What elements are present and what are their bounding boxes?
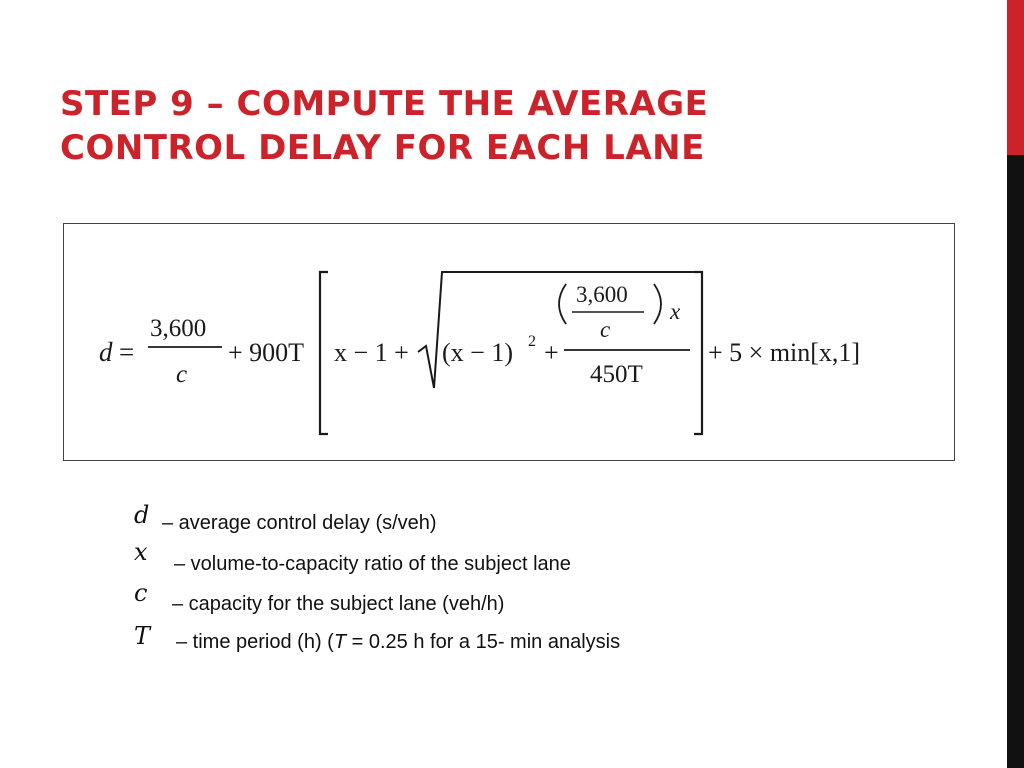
slide-title: [60, 82, 980, 170]
accent-bar-dark: [1007, 155, 1024, 768]
formula-denominator-c: c: [176, 361, 188, 388]
formula-tail: + 5 × min[x,1]: [708, 338, 861, 367]
formula-inner-c: c: [600, 317, 611, 342]
inner-paren-left: [559, 284, 566, 324]
definition-symbol: d: [134, 501, 150, 529]
definition-symbol: x: [134, 538, 148, 566]
definition-text-post: = 0.25 h for a 15- min analysis: [346, 631, 621, 653]
definition-text: – capacity for the subject lane (veh/h): [172, 593, 505, 615]
right-bracket: [694, 272, 702, 434]
definition-symbol: c: [134, 579, 148, 607]
accent-bar-red: [1007, 0, 1024, 155]
formula-450T: 450T: [590, 361, 643, 388]
inner-paren-right: [654, 284, 661, 324]
formula-d: d: [99, 337, 113, 367]
formula-900T: + 900T: [228, 338, 305, 367]
formula-exponent-2: 2: [528, 333, 536, 350]
definition-text: – volume-to-capacity ratio of the subject lane: [174, 553, 571, 575]
formula-x-minus-1-squared: (x − 1): [442, 338, 513, 367]
definition-text-T: T: [333, 631, 347, 653]
delay-formula: [64, 224, 954, 460]
formula-inner-3600: 3,600: [576, 282, 628, 307]
slide-title-line2: CONTROL DELAY FOR EACH LANE: [60, 128, 705, 168]
formula-plus: +: [544, 338, 559, 367]
formula-box: [63, 223, 955, 461]
definition-text: [176, 631, 620, 654]
definition-text-pre: – time period (h) (: [176, 631, 334, 653]
definition-symbol: T: [134, 622, 151, 650]
formula-equals: =: [119, 337, 135, 367]
formula-numerator-3600: 3,600: [150, 315, 207, 342]
left-bracket: [320, 272, 328, 434]
definition-text: – average control delay (s/veh): [162, 512, 437, 534]
formula-inner-x: x: [670, 299, 681, 324]
slide-title-line1: STEP 9 – COMPUTE THE AVERAGE: [60, 84, 709, 124]
formula-x-minus-1: x − 1 +: [334, 338, 409, 367]
